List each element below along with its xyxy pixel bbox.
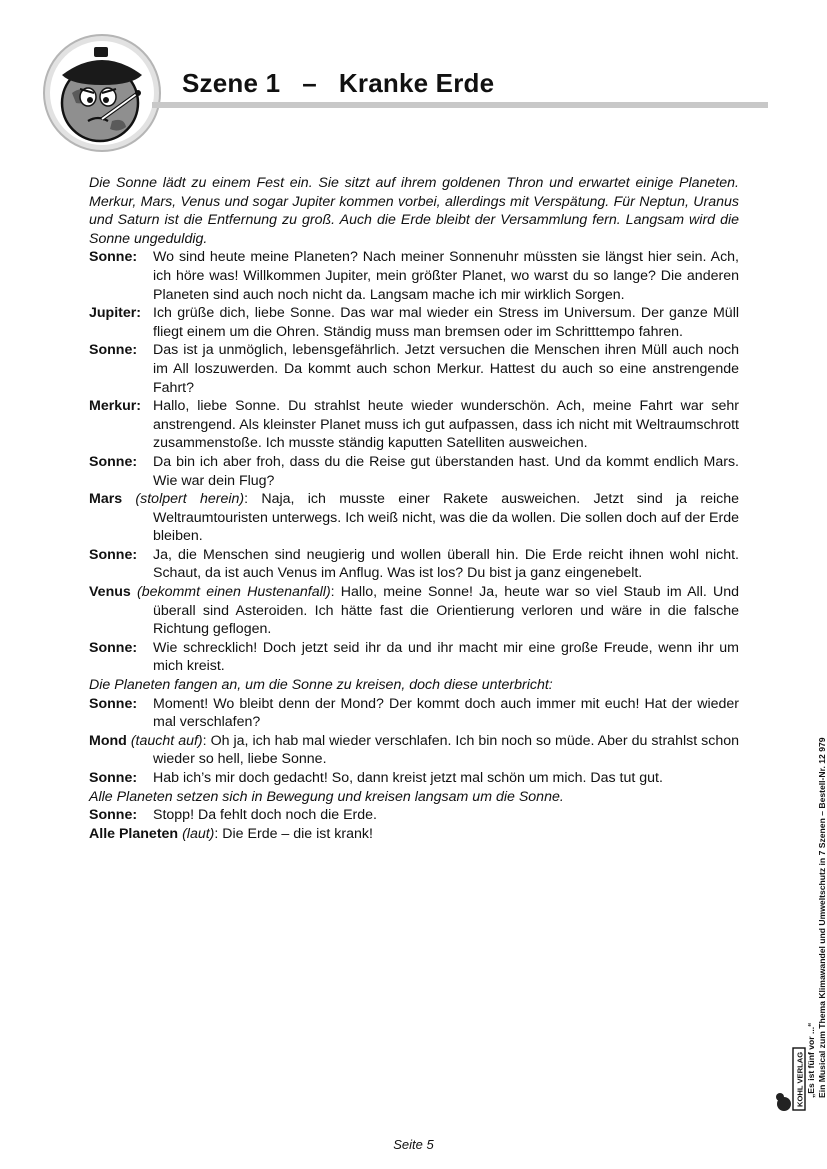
dialogue-line bbox=[89, 639, 739, 676]
speaker-name: Sonne: bbox=[89, 639, 138, 656]
dialogue-text: : Die Erde – die ist krank! bbox=[214, 825, 373, 842]
dialogue-text: Hallo, liebe Sonne. Du strahlst heute wieder wunderschön. Ach, meine Fahrt war sehr anstrengend. Als kleinster Planet muss ich gut aufpassen, dass ich nicht mit Weltraumschrott zusammenstoße. Ich musste ständig kaputten Satelliten ausweichen. bbox=[153, 398, 739, 452]
speaker-name: Sonne: bbox=[89, 453, 138, 470]
speaker-name: Sonne: bbox=[89, 770, 138, 786]
stage-direction: (bekommt einen Hustenanfall) bbox=[136, 584, 331, 601]
speaker-name: Sonne: bbox=[89, 807, 138, 824]
dialogue-line bbox=[89, 341, 739, 397]
side-imprint bbox=[806, 737, 827, 1098]
scene-title: Kranke Erde bbox=[338, 68, 495, 98]
dialogue-text: Wie schrecklich! Doch jetzt seid ihr da und ihr macht mir eine große Freude, wenn ihr um mich kreist. bbox=[153, 639, 739, 675]
sick-earth-logo bbox=[42, 33, 162, 153]
publisher-name: KOHL VERLAG bbox=[795, 1051, 805, 1107]
side-imprint-title: „Es ist fünf vor ...“ bbox=[806, 1022, 816, 1098]
dialogue-line-mond bbox=[89, 732, 739, 769]
stage-direction-intro: Die Sonne lädt zu einem Fest ein. Sie sitzt auf ihrem goldenen Thron und erwartet einige Planeten. Merkur, Mars, Venus und sogar Jupiter kommen vorbei, allerdings mit Verspätung. Für Neptun, Uranus und Saturn ist die Entfernung zu groß. Auch die Erde bleibt der Versammlung fern. Langsam wird die Sonne ungeduldig. bbox=[89, 175, 739, 247]
dialogue-line bbox=[89, 546, 739, 583]
dialogue-line bbox=[89, 248, 739, 304]
page-title bbox=[182, 68, 494, 99]
dialogue-line bbox=[89, 453, 739, 490]
speaker-name: Jupiter: bbox=[89, 305, 142, 322]
stage-direction: (taucht auf) bbox=[130, 732, 203, 749]
stage-direction: (laut) bbox=[182, 825, 215, 842]
dialogue-line-mars bbox=[89, 490, 739, 546]
stage-direction-bewegung: Alle Planeten setzen sich in Bewegung und kreisen langsam um die Sonne. bbox=[89, 788, 564, 805]
page-number: Seite 5 bbox=[393, 1137, 434, 1152]
speaker-name: Mars bbox=[89, 491, 123, 508]
title-underline bbox=[152, 102, 768, 108]
stage-direction-kreisen: Die Planeten fangen an, um die Sonne zu kreisen, doch diese unterbricht: bbox=[89, 677, 553, 694]
dialogue-text: : Naja, ich musste einer Rakete ausweichen. Jetzt sind ja reiche Weltraumtouristen unterwegs. Ich weiß nicht, was die da wollen. Die sollen doch auf der Erde bleiben. bbox=[153, 491, 739, 545]
speaker-name: Sonne: bbox=[89, 342, 138, 359]
speaker-name: Sonne: bbox=[89, 249, 138, 266]
dialogue-text: : Oh ja, ich hab mal wieder verschlafen. Ich bin noch so müde. Aber du strahlst schon wieder so hell, liebe Sonne. bbox=[153, 732, 739, 768]
kohl-verlag-logo bbox=[774, 1046, 808, 1114]
dialogue-text: Ich grüße dich, liebe Sonne. Das war mal wieder ein Stress im Universum. Der ganze Müll fliegt einem um die Ohren. Ständig muss man bremsen oder im Schritttempo fahren. bbox=[153, 305, 739, 340]
speaker-name: Sonne: bbox=[89, 695, 138, 712]
dialogue-line-venus bbox=[89, 583, 739, 639]
dialogue-text: Moment! Wo bleibt denn der Mond? Der kommt doch auch immer mit euch! Hat der wieder mal verschlafen? bbox=[153, 695, 739, 731]
scene-number: Szene 1 bbox=[182, 68, 281, 98]
title-dash: – bbox=[302, 68, 317, 98]
speaker-name: Venus bbox=[89, 584, 131, 601]
dialogue-line-alle bbox=[89, 825, 739, 844]
speaker-name: Mond bbox=[89, 732, 127, 749]
stage-direction: (stolpert herein) bbox=[135, 491, 245, 508]
dialogue-line bbox=[89, 304, 739, 341]
dialogue-text: Ja, die Menschen sind neugierig und wollen überall hin. Die Erde reicht ihnen wohl nicht. Schaut, da ist auch Venus im Anflug. Was ist los? Du bist ja ganz eingenebelt. bbox=[153, 546, 739, 582]
dialogue-text: Da bin ich aber froh, dass du die Reise gut überstanden hast. Und da kommt endlich Mars. Wie war dein Flug? bbox=[153, 453, 739, 489]
speaker-name: Merkur: bbox=[89, 398, 142, 415]
speaker-name: Alle Planeten bbox=[89, 825, 179, 842]
dialogue-line bbox=[89, 806, 739, 825]
speaker-name: Sonne: bbox=[89, 546, 138, 563]
dialogue-text: Wo sind heute meine Planeten? Nach meiner Sonnenuhr müssten sie längst hier sein. Ach, ich höre was! Willkommen Jupiter, mein größter Planet, wo warst du so lange? Die anderen Planeten sind auch noch nicht da. Langsam mache ich mir wirklich Sorgen. bbox=[153, 249, 739, 303]
dialogue-line bbox=[89, 695, 739, 732]
scene-text bbox=[89, 174, 739, 843]
dialogue-text: Das ist ja unmöglich, lebensgefährlich. Jetzt versuchen die Menschen ihren Müll auch noch im All loszuwerden. Da kommt auch schon Merkur. Hattest du auch so eine anstrengende Fahrt? bbox=[153, 342, 739, 396]
dialogue-line bbox=[89, 769, 739, 788]
dialogue-line bbox=[89, 397, 739, 453]
dialogue-text: Hab ich’s mir doch gedacht! So, dann kreist jetzt mal schön um mich. Das tut gut. bbox=[153, 770, 663, 786]
side-imprint-subtitle: Ein Musical zum Thema Klimawandel und Umweltschutz in 7 Szenen – Bestell-Nr. 12 979 bbox=[817, 737, 827, 1098]
dialogue-text: : Hallo, meine Sonne! Ja, heute war so viel Staub im All. Und überall sind Asteroiden. Ich hätte fast die Orientierung verloren und wäre in die falsche Richtung geflogen. bbox=[153, 584, 739, 638]
dialogue-text: Stopp! Da fehlt doch noch die Erde. bbox=[153, 807, 377, 824]
